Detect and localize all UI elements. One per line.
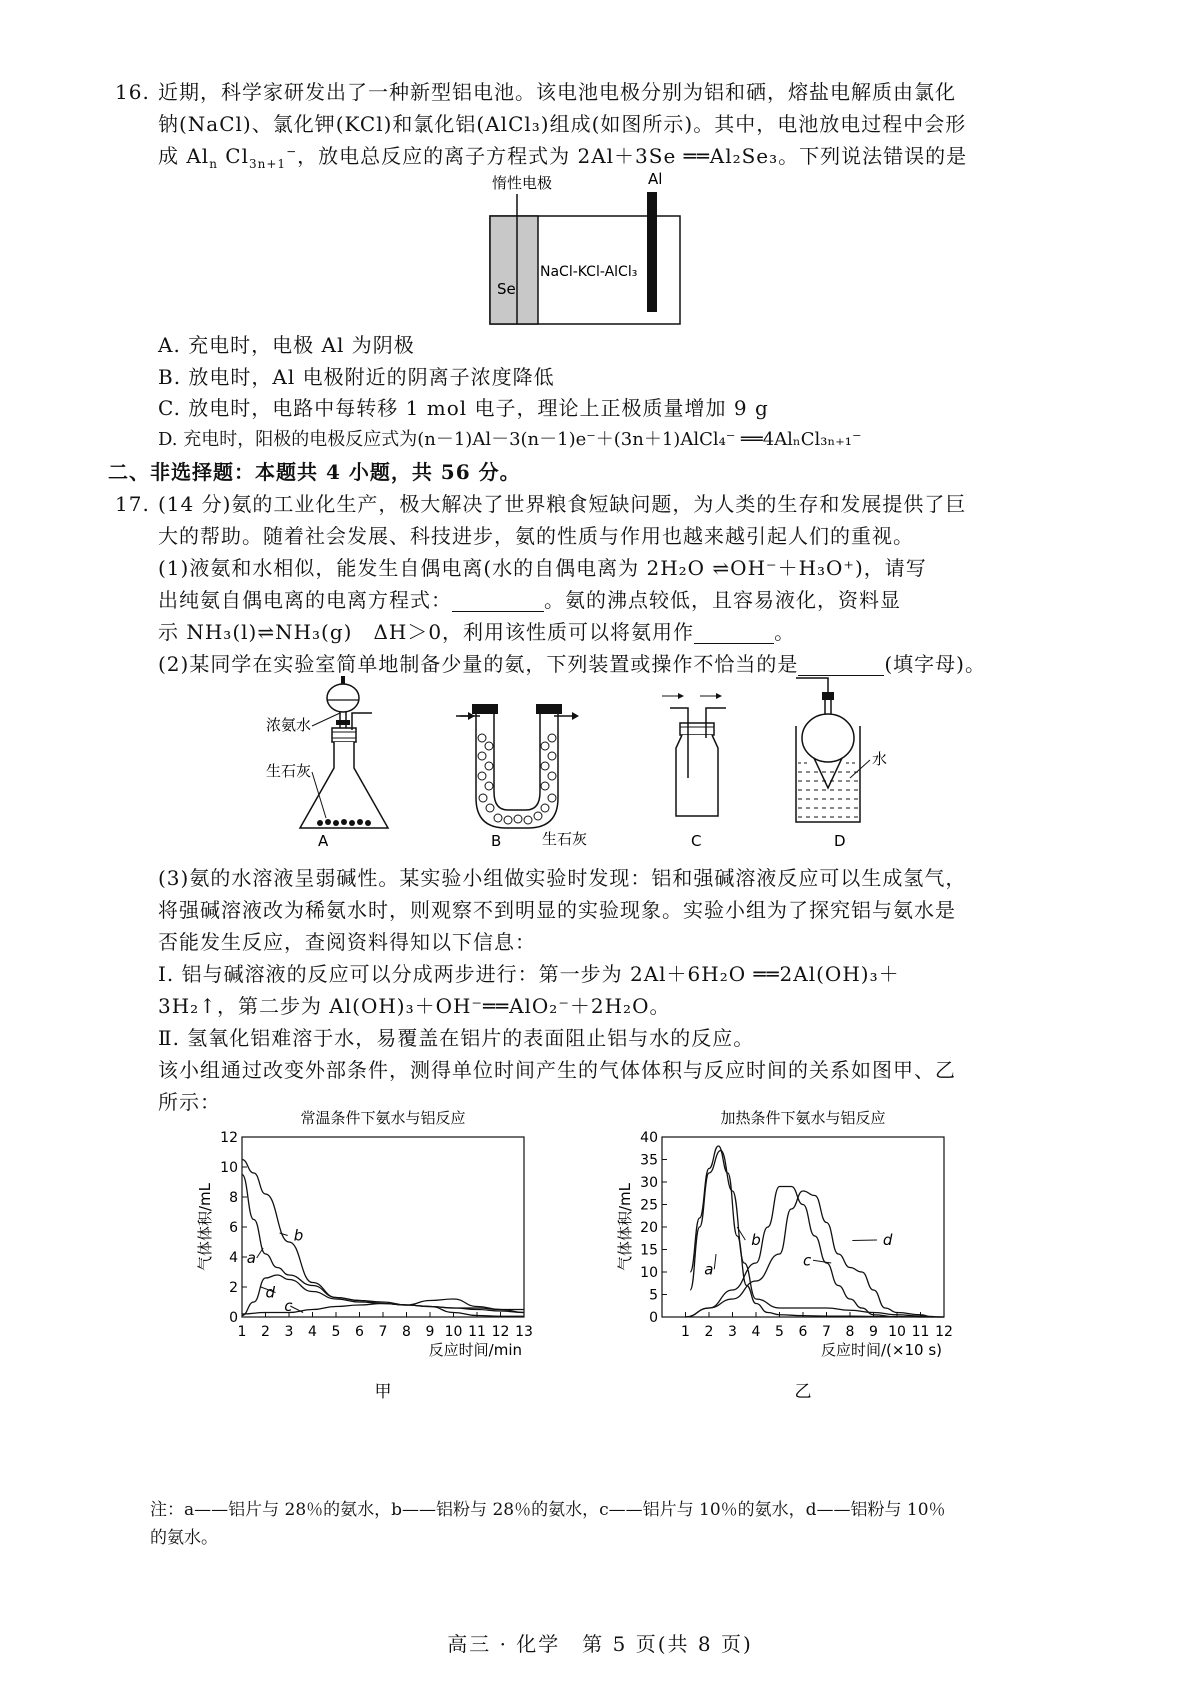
- q16-line1: 近期，科学家研发出了一种新型铝电池。该电池电极分别为铝和硒，熔盐电解质由氯化: [158, 80, 956, 104]
- series-leader-a: [714, 1254, 716, 1269]
- x-tick-label: 9: [869, 1324, 878, 1340]
- q17-p1-line1: (1)液氨和水相似，能发生自偶电离(水的自偶电离为 2H₂O ⇌OH⁻＋H₃O⁺)，请写: [158, 556, 927, 580]
- y-tick-label: 40: [640, 1130, 658, 1146]
- x-tick-label: 9: [425, 1324, 435, 1340]
- conical-flask: [300, 742, 388, 828]
- series-label-d: d: [882, 1231, 893, 1249]
- x-tick-label: 12: [491, 1324, 510, 1340]
- se-label: Se: [497, 280, 516, 298]
- c-arrow2-head: [716, 693, 722, 699]
- d-stopper: [822, 692, 834, 700]
- inert-electrode-label: 惰性电极: [492, 174, 553, 192]
- chart-note-line2: 的氨水。: [150, 1528, 218, 1548]
- q16-line3: [158, 144, 968, 171]
- y-tick-label: 0: [229, 1310, 238, 1326]
- y-tick-label: 0: [649, 1310, 658, 1326]
- series-leader-c: [813, 1260, 831, 1263]
- x-tick-label: 10: [888, 1324, 906, 1340]
- q17-p1-line3-a: 示 NH₃(l)⇌NH₃(g) ΔH＞0，利用该性质可以将氨用作: [158, 620, 695, 644]
- series-leader-b: [280, 1233, 288, 1236]
- q16-line2: 钠(NaCl)、氯化钾(KCl)和氯化铝(AlCl₃)组成(如图所示)。其中，电池放电过程中会形: [158, 112, 967, 136]
- c-arrow1-head: [678, 693, 684, 699]
- chart-yi: [612, 1105, 972, 1405]
- x-tick-label: 5: [775, 1324, 784, 1340]
- q16-line3-rest: ，放电总反应的离子方程式为 2Al＋3Se ══Al₂Se₃。下列说法错误的是: [297, 144, 968, 168]
- y-tick-label: 20: [640, 1220, 658, 1236]
- y-tick-label: 10: [220, 1160, 238, 1176]
- y-tick-label: 8: [229, 1190, 238, 1206]
- page-footer: 高三 · 化学 第 5 页(共 8 页): [447, 1632, 753, 1656]
- gas-bottle: [676, 735, 718, 816]
- y-tick-label: 25: [640, 1197, 658, 1214]
- x-tick-label: 5: [331, 1324, 341, 1340]
- u-stopper-right: [536, 704, 562, 714]
- q17-p1-line2: [158, 588, 901, 612]
- q17-intro1: (14 分)氨的工业化生产，极大解决了世界粮食短缺问题，为人类的生存和发展提供了巨: [158, 492, 967, 516]
- series-label-b: b: [293, 1226, 304, 1245]
- q16-option-a: A. 充电时，电极 Al 为阴极: [158, 333, 415, 357]
- q17-intro2: 大的帮助。随着社会发展、科技进步，氨的性质与作用也越来越引起人们的重视。: [158, 524, 914, 548]
- y-axis-label: 气体体积/mL: [196, 1182, 214, 1272]
- x-tick-label: 6: [355, 1324, 364, 1340]
- chart-title: 常温条件下氨水与铝反应: [300, 1109, 466, 1127]
- series-leader-a: [257, 1248, 263, 1258]
- q17-info2: Ⅱ. 氢氧化铝难溶于水，易覆盖在铝片的表面阻止铝与水的反应。: [158, 1026, 755, 1050]
- x-tick-label: 2: [704, 1324, 714, 1340]
- al-label: Al: [648, 170, 663, 188]
- q17-number: 17.: [115, 492, 150, 516]
- d-inlet-tube: [796, 678, 828, 694]
- u-tube-inner: [494, 710, 540, 810]
- q17-p3-line2: 将强碱溶液改为稀氨水时，则观察不到明显的实验现象。实验小组为了探究铝与氨水是: [158, 898, 956, 922]
- q17-p1-line2-b: 。氨的沸点较低，且容易液化，资料显: [544, 588, 901, 612]
- plot-frame: [662, 1137, 944, 1317]
- chart-caption: 甲: [374, 1382, 392, 1402]
- water-surface: [798, 763, 858, 817]
- d-funnel-bulb: [802, 714, 854, 762]
- answer-blank-2[interactable]: [694, 623, 774, 644]
- x-tick-label: 4: [751, 1324, 761, 1340]
- q17-p2-a: (2)某同学在实验室简单地制备少量的氨，下列装置或操作不恰当的是: [158, 652, 799, 676]
- u-stopper-left: [472, 704, 498, 714]
- y-tick-label: 6: [229, 1220, 238, 1236]
- apparatus-a: [266, 676, 388, 850]
- x-tick-label: 7: [378, 1324, 388, 1340]
- series-label-a: a: [246, 1249, 256, 1267]
- series-label-c: c: [284, 1297, 293, 1315]
- flask-stopper: [332, 728, 356, 742]
- series-line-b: [242, 1160, 524, 1313]
- chart-title: 加热条件下氨水与铝反应: [720, 1109, 886, 1127]
- x-tick-label: 3: [284, 1324, 294, 1340]
- x-tick-label: 6: [798, 1324, 808, 1340]
- x-tick-label: 8: [845, 1324, 855, 1340]
- chart-note-line1: 注：a——铝片与 28％的氨水，b——铝粉与 28％的氨水，c——铝片与 10％的氨水，d——铝粉与 10％: [150, 1500, 946, 1520]
- y-tick-label: 30: [640, 1175, 658, 1191]
- apparatus-a-label: A: [318, 832, 329, 850]
- series-leader-d: [852, 1240, 877, 1241]
- funnel-stopper: [341, 676, 345, 684]
- x-tick-label: 11: [911, 1324, 930, 1340]
- u-arrow-out-head: [572, 712, 579, 720]
- quicklime-b-label: 生石灰: [542, 830, 588, 848]
- electrolyte-label: NaCl-KCl-AlCl₃: [540, 264, 638, 280]
- series-line-b: [690, 1151, 944, 1318]
- apparatus-b: [456, 704, 587, 850]
- q16-n-sub: n: [209, 157, 218, 171]
- q17-info1-line1: Ⅰ. 铝与碱溶液的反应可以分成两步进行：第一步为 2Al＋6H₂O ══2Al(OH)₃＋: [158, 962, 900, 986]
- q17-p1-line2-a: 出纯氨自偶电离的电离方程式：: [158, 588, 452, 612]
- x-axis-label: 反应时间/min: [428, 1341, 522, 1359]
- q17-p1-line3-b: 。: [774, 620, 796, 644]
- q17-p2-b: (填字母)。: [884, 652, 986, 676]
- q16-number: 16.: [115, 80, 150, 104]
- y-axis-label: 气体体积/mL: [616, 1182, 634, 1272]
- q16-option-b: B. 放电时，Al 电极附近的阴离子浓度降低: [158, 365, 555, 389]
- x-axis-label: 反应时间/(×10 s): [821, 1341, 942, 1359]
- series-label-a: a: [704, 1260, 714, 1279]
- q17-p1-line3: [158, 620, 795, 644]
- apparatus-d: [796, 678, 887, 850]
- series-line-a: [242, 1175, 524, 1310]
- q16-cl-sup: −: [286, 144, 298, 159]
- q17-graph-intro1: 该小组通过改变外部条件，测得单位时间产生的气体体积与反应时间的关系如图甲、乙: [158, 1058, 956, 1082]
- series-label-d: d: [265, 1283, 276, 1302]
- y-tick-label: 4: [229, 1250, 238, 1266]
- q16-option-c: C. 放电时，电路中每转移 1 mol 电子，理论上正极质量增加 9 g: [158, 396, 769, 420]
- q16-cl-sub: 3n+1: [249, 157, 287, 171]
- x-tick-label: 2: [261, 1324, 270, 1340]
- q17-info1-line2: 3H₂↑，第二步为 Al(OH)₃＋OH⁻══AlO₂⁻＋2H₂O。: [158, 994, 671, 1018]
- x-tick-label: 11: [468, 1324, 486, 1340]
- y-tick-label: 2: [229, 1280, 238, 1296]
- water-label: 水: [872, 750, 888, 768]
- y-tick-label: 15: [640, 1242, 658, 1259]
- q16-al-text: 成 Al: [158, 144, 210, 168]
- funnel-valve: [336, 720, 350, 725]
- apparatus-d-label: D: [834, 832, 846, 850]
- x-tick-label: 4: [308, 1324, 317, 1340]
- q16-cl-text: Cl: [225, 144, 249, 168]
- y-tick-label: 12: [220, 1130, 238, 1146]
- bottle-stopper: [680, 723, 714, 735]
- answer-blank-1[interactable]: [452, 591, 544, 612]
- y-tick-label: 35: [640, 1152, 658, 1169]
- x-tick-label: 7: [822, 1324, 831, 1340]
- x-tick-label: 13: [515, 1324, 533, 1340]
- x-tick-label: 12: [935, 1324, 953, 1340]
- q16-option-d: D. 充电时，阳极的电极反应式为(n－1)Al－3(n－1)e⁻＋(3n＋1)AlCl₄⁻ ══4AlₙCl₃ₙ₊₁⁻: [158, 429, 862, 450]
- se-electrode: [490, 216, 538, 324]
- q17-p3-line1: (3)氨的水溶液呈弱碱性。某实验小组做实验时发现：铝和强碱溶液反应可以生成氢气，: [158, 866, 967, 890]
- ammonia-pointer: [312, 713, 340, 726]
- quicklime-a-label: 生石灰: [266, 762, 312, 780]
- y-tick-label: 10: [640, 1265, 658, 1281]
- series-label-c: c: [803, 1251, 812, 1270]
- al-electrode: [647, 192, 657, 312]
- section-heading: 二、非选择题：本题共 4 小题，共 56 分。: [108, 460, 521, 484]
- apparatus-c: [662, 693, 726, 850]
- battery-diagram: [480, 168, 700, 338]
- x-tick-label: 3: [728, 1324, 737, 1340]
- series-label-b: b: [751, 1231, 761, 1249]
- x-tick-label: 1: [237, 1324, 247, 1340]
- series-line-c: [686, 1187, 898, 1318]
- apparatus-diagrams: [240, 668, 940, 853]
- apparatus-b-label: B: [491, 832, 502, 850]
- y-tick-label: 5: [649, 1287, 658, 1304]
- x-tick-label: 10: [444, 1324, 463, 1340]
- dropping-funnel: [327, 684, 359, 712]
- plot-frame: [242, 1137, 524, 1317]
- q17-p3-line3: 否能发生反应，查阅资料得知以下信息：: [158, 930, 536, 954]
- ammonia-water-label: 浓氨水: [266, 716, 312, 734]
- x-tick-label: 8: [402, 1324, 411, 1340]
- chart-jia: [196, 1105, 560, 1405]
- x-tick-label: 1: [681, 1324, 690, 1340]
- chart-caption: 乙: [794, 1382, 812, 1402]
- apparatus-c-label: C: [691, 832, 702, 850]
- q17-graph-intro2: 所示：: [158, 1090, 221, 1114]
